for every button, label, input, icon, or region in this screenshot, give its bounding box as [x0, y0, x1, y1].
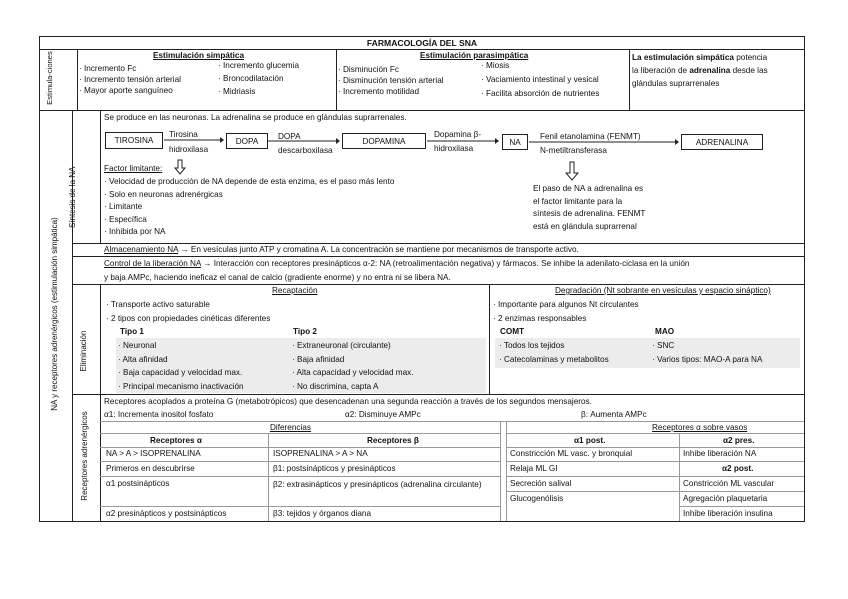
alpha1-post-header: α1 post.	[574, 436, 606, 445]
receptores-intro: Receptores acoplados a proteína G (metabotrópicos) que desencadenan una segunda reacción a través de los segundos mensajeros.	[104, 397, 592, 406]
control-label: Control de la liberación NA	[104, 259, 201, 268]
parasimpatica-item: · Facilita absorción de nutrientes	[481, 89, 600, 98]
node-tirosina: TIROSINA	[105, 132, 163, 149]
tipo2-item: · No discrimina, capta A	[292, 381, 379, 391]
note-text: potencia	[733, 53, 768, 62]
recaptacion-heading: Recaptación	[272, 286, 318, 295]
vasos-a2post-cell: Inhibe liberación insulina	[683, 509, 773, 518]
vasos-a2post-cell: Agregación plaquetaria	[683, 494, 768, 503]
note-text: glándulas suprarrenales	[632, 79, 720, 88]
simpatica-item: · Broncodilatación	[218, 74, 284, 83]
alpha1-effect: α1: Incrementa inositol fosfato	[104, 410, 214, 419]
control-line2: y baja AMPc, haciendo ineficaz el canal de calcio (gradiente enorme) y no entra ni se libera NA.	[104, 273, 451, 282]
arrow-icon	[268, 137, 340, 145]
side-label-sintesis: Síntesis de la NA	[68, 166, 77, 228]
sintesis-intro: Se produce en las neuronas. La adrenalina se produce en glándulas suprarrenales.	[104, 113, 407, 122]
almacenamiento-text: → En vesículas junto ATP y cromatina A. La concentración se mantiene por mecanismos de transporte activo.	[178, 245, 579, 254]
adrenalina-note-line: síntesis de adrenalina. FENMT	[533, 209, 646, 218]
enzyme-label: N-metiltransferasa	[540, 146, 607, 155]
col-header-beta: Receptores β	[367, 436, 419, 445]
tipo1-item: · Alta afinidad	[118, 354, 168, 364]
arrow-icon	[529, 138, 679, 146]
almacenamiento-row	[104, 244, 579, 255]
adrenalina-note-line: el factor limitante para la	[533, 196, 623, 206]
tipo1-item: · Principal mecanismo inactivación	[118, 381, 244, 391]
parasimpatica-item: · Disminución Fc	[338, 65, 399, 74]
note-text: La	[632, 53, 644, 62]
potencia-note	[632, 51, 768, 90]
diff-cell: α1 postsinápticos	[106, 479, 170, 488]
vasos-a2pres-cell: Inhibe liberación NA	[683, 449, 757, 458]
enzyme-label: Tirosina	[169, 130, 198, 139]
alpha2-post-header: α2 post.	[722, 464, 754, 473]
tipo2-item: · Extraneuronal (circulante)	[292, 341, 391, 350]
enzyme-label: hidroxilasa	[434, 144, 474, 153]
simpatica-item: · Incremento tensión arterial	[79, 75, 181, 84]
simpatica-item: · Incremento Fc	[79, 64, 137, 73]
arrow-icon	[427, 137, 499, 145]
parasimpatica-item: · Vaciamiento intestinal y vesical	[481, 75, 599, 84]
limitante-label: Factor limitante:	[104, 164, 163, 173]
almacenamiento-label: Almacenamiento NA	[104, 245, 179, 254]
note-text: la liberación de	[632, 66, 690, 75]
arrow-icon	[164, 136, 224, 144]
comt-item: · Todos los tejidos	[499, 341, 565, 350]
vasos-a1-cell: Relaja ML GI	[510, 464, 558, 473]
limitante-item: · Específica	[104, 214, 147, 224]
alpha2-pres-header: α2 pres.	[723, 436, 755, 445]
page-title: FARMACOLOGÍA DEL SNA	[366, 38, 478, 48]
simpatica-col2	[218, 60, 299, 97]
enzyme-label: hidroxilasa	[169, 145, 209, 154]
limitante-item: · Inhibida por NA	[104, 227, 166, 236]
note-text: desde las	[730, 66, 768, 75]
simpatica-heading: Estimulación simpática	[153, 51, 245, 60]
degradacion-item: · 2 enzimas responsables	[493, 314, 587, 323]
degradacion-heading: Degradación (Nt sobrante en vesículas y espacio sináptico)	[555, 286, 771, 295]
limitante-list	[104, 176, 394, 239]
enzyme-label: Dopamina β-	[434, 130, 482, 139]
tipo1-heading: Tipo 1	[120, 327, 144, 336]
recaptacion-item: · Transporte activo saturable	[106, 300, 210, 309]
tipo2-item: · Baja afinidad	[292, 354, 345, 364]
down-arrow-icon	[566, 162, 578, 180]
vasos-heading: Receptores α sobre vasos	[652, 423, 748, 432]
vasos-a1-cell: Constricción ML vasc. y bronquial	[510, 449, 633, 458]
tipo1-item: · Neuronal	[118, 341, 157, 350]
parasimpatica-item: · Incremento motilidad	[338, 87, 419, 96]
comt-list	[499, 339, 609, 366]
parasimpatica-col2	[481, 60, 599, 99]
tipo2-list	[292, 339, 414, 393]
adrenalina-note-line: está en glándula suprarrenal	[533, 221, 637, 231]
parasimpatica-item: · Disminución tensión arterial	[338, 76, 444, 85]
beta-effect: β: Aumenta AMPc	[581, 410, 647, 419]
node-na: NA	[502, 134, 528, 150]
diff-cell: NA > A > ISOPRENALINA	[106, 449, 201, 458]
adrenalina-note-line: El paso de NA a adrenalina es	[533, 184, 644, 193]
vasos-a2post-cell: Constricción ML vascular	[683, 479, 775, 488]
diff-cell: Primeros en descubrirse	[106, 464, 195, 473]
limitante-item: · Limitante	[104, 202, 143, 211]
side-label-estimulaciones: Estimula-ciones	[45, 51, 54, 105]
col-header-alpha: Receptores α	[150, 436, 202, 445]
tipo2-heading: Tipo 2	[293, 327, 317, 336]
enzyme-label: DOPA	[278, 132, 301, 141]
comt-heading: COMT	[500, 327, 525, 336]
simpatica-item: · Midriasis	[218, 87, 256, 96]
alpha2-effect: α2: Disminuye AMPc	[345, 410, 421, 419]
degradacion-item: · Importante para algunos Nt circulantes	[493, 300, 639, 309]
diferencias-heading: Diferencias	[270, 423, 311, 432]
note-bold: estimulación simpática	[643, 53, 734, 62]
simpatica-item: · Mayor aporte sanguíneo	[79, 86, 173, 95]
note-bold: adrenalina	[689, 66, 731, 75]
pharmacology-summary-table	[39, 36, 805, 522]
recaptacion-item: · 2 tipos con propiedades cinéticas diferentes	[106, 314, 271, 323]
side-label-eliminacion: Eliminación	[79, 330, 88, 372]
parasimpatica-item: · Miosis	[481, 61, 510, 70]
side-label-receptores: Receptores adrenérgicos	[80, 411, 89, 501]
mao-item: · SNC	[652, 341, 675, 350]
control-row	[104, 258, 689, 269]
parasimpatica-heading: Estimulación parasimpática	[420, 51, 529, 60]
node-dopamina: DOPAMINA	[342, 133, 426, 149]
vasos-a1-cell: Secreción salival	[510, 479, 572, 488]
simpatica-col1	[79, 63, 181, 96]
tipo1-list	[118, 339, 244, 393]
adrenalina-note	[533, 183, 645, 233]
vasos-a1-cell: Glucogenólisis	[510, 494, 564, 503]
diff-cell: β3: tejidos y órganos diana	[273, 509, 372, 518]
node-adrenalina: ADRENALINA	[681, 134, 763, 150]
limitante-item: · Velocidad de producción de NA depende de esta enzima, es el paso más lento	[104, 177, 395, 186]
tipo1-item: · Baja capacidad y velocidad max.	[118, 368, 243, 377]
comt-item: · Catecolaminas y metabolitos	[499, 354, 609, 364]
side-label-na-receptores: NA y receptores adrenérgicos (estimulación simpática)	[50, 217, 59, 411]
diff-cell: β2: extrasinápticos y presinápticos (adrenalina circulante)	[273, 480, 482, 489]
diff-cell: β1: postsinápticos y presinápticos	[273, 464, 396, 473]
mao-item: · Varios tipos: MAO-A para NA	[652, 354, 763, 364]
control-line1: → Interacción con receptores presinápticos α-2: NA (retroalimentación negativa) y fármacos. Se inhibe la adenilato-ciclasa en la unión	[200, 259, 690, 268]
tipo2-item: · Alta capacidad y velocidad max.	[292, 368, 414, 377]
diff-cell: α2 presinápticos y postsinápticos	[106, 509, 227, 518]
simpatica-item: · Incremento glucemia	[218, 61, 299, 70]
node-dopa: DOPA	[226, 133, 268, 149]
parasimpatica-col1	[338, 64, 444, 97]
down-arrow-icon	[175, 160, 185, 174]
limitante-item: · Solo en neuronas adrenérgicas	[104, 189, 223, 199]
mao-list	[652, 339, 762, 366]
diff-cell: ISOPRENALINA > A > NA	[273, 449, 368, 458]
mao-heading: MAO	[655, 327, 675, 336]
enzyme-label: descarboxilasa	[278, 146, 333, 155]
enzyme-label: Fenil etanolamina (FENMT)	[540, 132, 641, 141]
